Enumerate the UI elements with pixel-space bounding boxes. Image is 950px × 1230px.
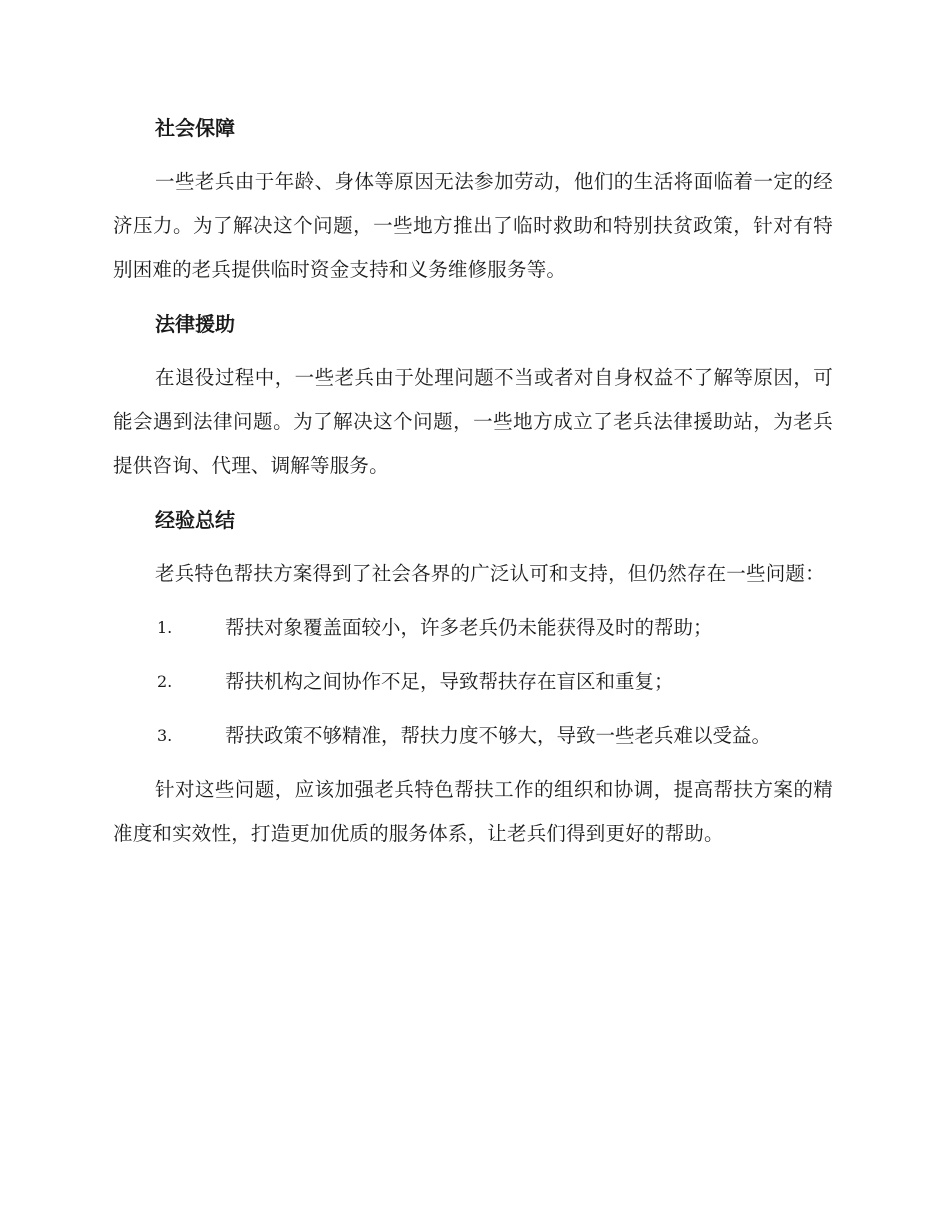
list-item <box>113 714 833 758</box>
section-paragraph-social-security: 一些老兵由于年龄、身体等原因无法参加劳动，他们的生活将面临着一定的经济压力。为了解决这个问题，一些地方推出了临时救助和特别扶贫政策，针对有特别困难的老兵提供临时资金支持和义务维修服务等。 <box>113 170 833 281</box>
list-item <box>113 660 833 704</box>
list-item-text: 帮扶对象覆盖面较小，许多老兵仍未能获得及时的帮助； <box>225 616 713 639</box>
section-heading-social-security: 社会保障 <box>155 116 235 140</box>
list-item-number: 3. <box>157 726 173 745</box>
section-paragraph-legal-aid: 在退役过程中，一些老兵由于处理问题不当或者对自身权益不了解等原因，可能会遇到法律问题。为了解决这个问题，一些地方成立了老兵法律援助站，为老兵提供咨询、代理、调解等服务。 <box>113 366 833 477</box>
list-item-text: 帮扶政策不够精准，帮扶力度不够大，导致一些老兵难以受益。 <box>225 724 772 747</box>
conclusion-paragraph: 针对这些问题，应该加强老兵特色帮扶工作的组织和协调，提高帮扶方案的精准度和实效性，打造更加优质的服务体系，让老兵们得到更好的帮助。 <box>113 778 833 845</box>
section-paragraph-experience-summary: 老兵特色帮扶方案得到了社会各界的广泛认可和支持，但仍然存在一些问题： <box>155 562 825 585</box>
problem-list <box>113 606 833 758</box>
document-body <box>113 106 833 856</box>
list-item-number: 2. <box>157 672 173 691</box>
list-item <box>113 606 833 650</box>
list-item-number: 1. <box>157 618 173 637</box>
list-item-text: 帮扶机构之间协作不足，导致帮扶存在盲区和重复； <box>225 670 674 693</box>
section-heading-legal-aid: 法律援助 <box>155 312 235 336</box>
section-heading-experience-summary: 经验总结 <box>155 508 235 532</box>
